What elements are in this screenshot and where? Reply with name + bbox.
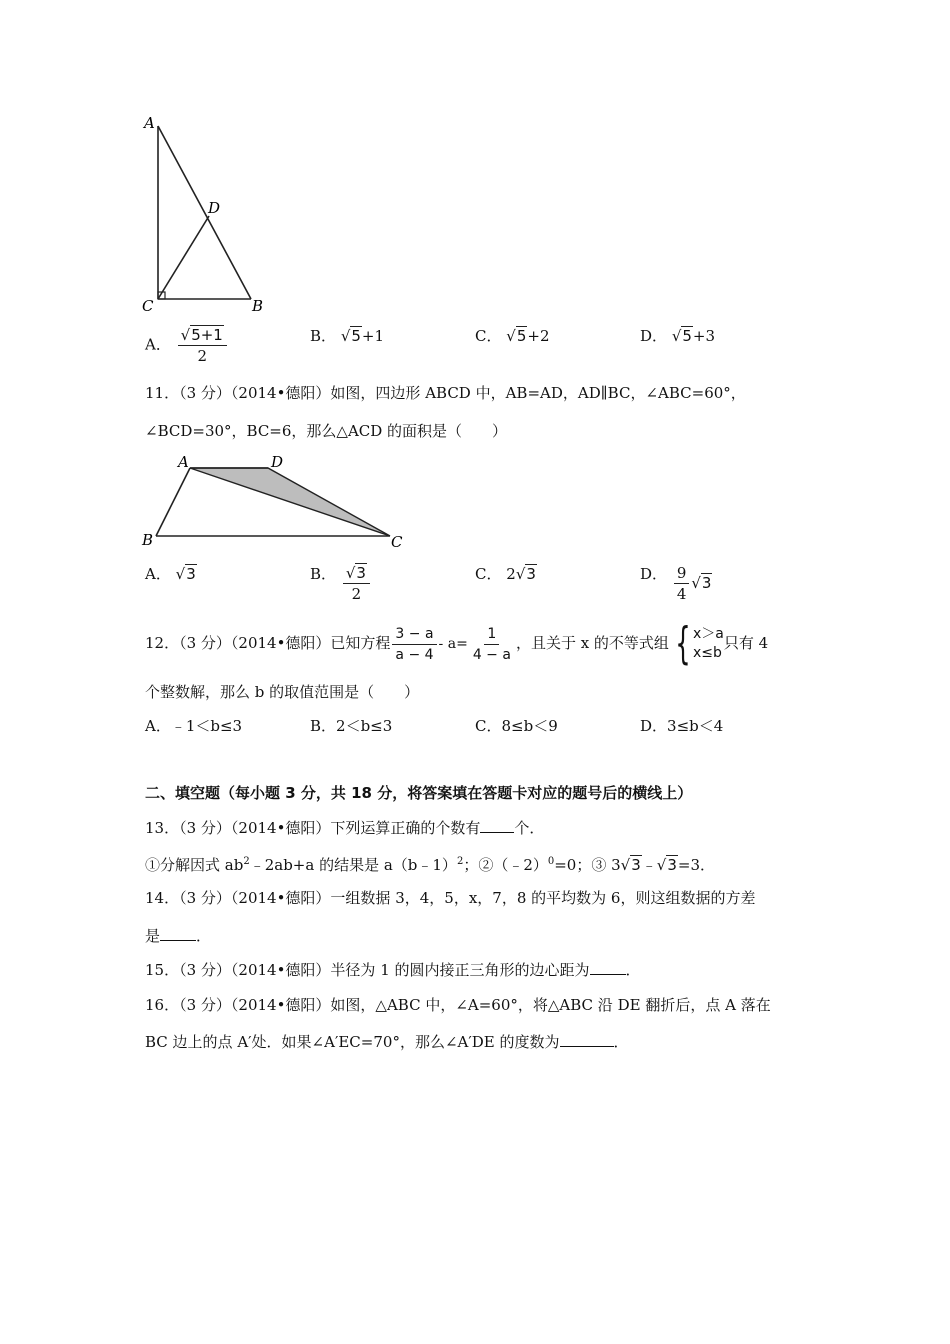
sqrt-symbol: √5: [671, 327, 692, 345]
label-d: D: [271, 453, 284, 471]
label-a: A: [144, 114, 155, 132]
segment-cd: [158, 216, 209, 299]
fraction: $\frac{√5+1}{2}$: [178, 326, 227, 365]
left-brace: {: [675, 618, 691, 669]
q11-option-c: C． 2√3: [475, 565, 536, 583]
label-b: B: [142, 531, 154, 549]
label-a: A: [178, 453, 189, 471]
q12-option-c: C．8≤b＜9: [475, 717, 558, 735]
answer-blank: [160, 926, 196, 941]
sqrt-symbol: √3: [175, 565, 196, 583]
sqrt-symbol: √3: [691, 573, 712, 592]
label-c: C: [142, 297, 154, 315]
q10-option-b: B． √5+1: [310, 327, 385, 345]
sqrt-symbol: √3: [656, 856, 677, 874]
answer-blank: [480, 818, 514, 833]
inequality-system: { x＞a x≤b: [675, 618, 724, 669]
sqrt-symbol: √5: [506, 327, 527, 345]
q12-line2: 个整数解，那么 b 的取值范围是（ ）: [145, 683, 420, 701]
q12-option-d: D．3≤b＜4: [640, 717, 724, 735]
label-c: C: [391, 533, 403, 551]
q14-line2: 是 ．: [145, 927, 212, 945]
sqrt-symbol: √5+1: [180, 326, 223, 344]
q11-line2: ∠BCD=30°，BC=6，那么△ACD 的面积是（ ）: [145, 422, 508, 440]
q11-line1: 11．（3 分）（2014•德阳）如图，四边形 ABCD 中，AB=AD，AD∥BC，∠ABC=60°，: [145, 384, 746, 402]
q11-option-a: A． √3: [145, 565, 196, 583]
segment-ab: [158, 126, 251, 299]
q16-line1: 16．（3 分）（2014•德阳）如图，△ABC 中，∠A=60°，将△ABC 沿 DE 翻折后，点 A 落在: [145, 996, 771, 1014]
figure-q11-trapezoid: [138, 450, 408, 552]
q16-line2: BC 边上的点 A′处．如果∠A′EC=70°，那么∠A′DE 的度数为 ．: [145, 1033, 629, 1051]
fraction: $\frac{√3}{2}$: [343, 564, 370, 603]
label-d: D: [208, 199, 221, 217]
fraction: $\frac{1}{4 - a}$: [472, 625, 511, 663]
section-heading: 二、填空题（每小题 3 分，共 18 分，将答案填在答题卡对应的题号后的横线上）: [145, 784, 693, 802]
fraction: $\frac{3 - a}{a - 4}$: [392, 625, 436, 664]
q10-option-a: A． $\frac{√5+1}{2}$: [145, 326, 229, 365]
q11-option-b: B． $\frac{√3}{2}$: [310, 564, 372, 603]
q11-option-d: D． $\frac{9}{4}$ √3: [640, 564, 712, 603]
shaded-triangle-acd: [190, 468, 390, 536]
q10-option-c: C． √5+2: [475, 327, 550, 345]
sqrt-symbol: √3: [345, 564, 366, 582]
q13-line1: 13．（3 分）（2014•德阳）下列运算正确的个数有 个．: [145, 819, 545, 837]
q13-line2: ①分解因式 $ab^2﹣2ab+a$ 的结果是 a（b﹣1）$^2$；②（﹣2）$^0$=0；③ 3√3﹣√3=3．: [145, 856, 716, 874]
q15-line1: 15．（3 分）（2014•德阳）半径为 1 的圆内接正三角形的边心距为 ．: [145, 961, 641, 979]
fraction: $\frac{9}{4}$: [674, 564, 690, 603]
q10-option-d: D． √5+3: [640, 327, 716, 345]
q12-option-b: B．2＜b≤3: [310, 717, 393, 735]
q12-option-a: A．﹣1＜b≤3: [145, 717, 243, 735]
answer-blank: [590, 960, 626, 975]
answer-blank: [560, 1032, 614, 1047]
q12-line1: 12．（3 分）（2014•德阳）已知方程 $\frac{3 - a}{a - 4}$ - a= $\frac{1}{4 - a}$ ，且关于 x 的不等式组 { x＞a x≤b 只有 4: [145, 618, 769, 669]
label-b: B: [252, 297, 264, 315]
q14-line1: 14．（3 分）（2014•德阳）一组数据 3，4，5，x，7，8 的平均数为 6，则这组数据的方差: [145, 889, 756, 907]
segment-ab: [156, 468, 190, 536]
sqrt-symbol: √3: [620, 856, 641, 874]
sqrt-symbol: √5: [340, 327, 361, 345]
sqrt-symbol: √3: [515, 565, 536, 583]
figure-q10-triangle: [138, 112, 273, 317]
